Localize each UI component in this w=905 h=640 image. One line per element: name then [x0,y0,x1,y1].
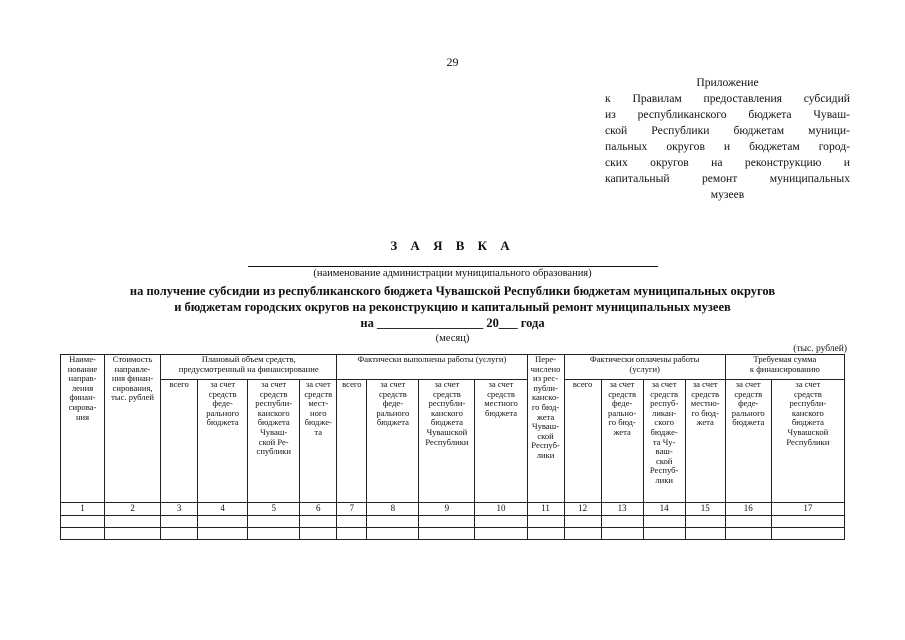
table-row [61,528,845,540]
column-number: 5 [248,503,300,516]
header-planned-federal: за счет средств феде- рального бюджета [198,380,248,503]
column-number: 1 [61,503,105,516]
request-table [60,354,845,540]
header-required-federal: за счет средств феде- рального бюджета [725,380,771,503]
header-done-group: Фактически выполнены работы (услуги) [337,355,527,380]
column-number: 14 [643,503,685,516]
column-number: 9 [419,503,475,516]
column-number: 10 [475,503,527,516]
appendix-line: к Правилам предоставления субсидий [605,92,850,105]
purpose-line-1: на получение субсидии из республиканского бюджета Чувашской Республики бюджетам муниципальных округов [129,284,776,298]
column-number: 17 [771,503,844,516]
appendix-line: из республиканского бюджета Чуваш- [605,108,850,121]
month-caption: (месяц) [435,333,470,344]
page-number: 29 [446,55,459,69]
admin-caption: (наименование администрации муниципального образования) [313,268,592,279]
form-title: З А Я В К А [390,238,515,253]
column-number: 16 [725,503,771,516]
header-paid-total: всего [564,380,601,503]
appendix-block [605,75,850,203]
column-number: 2 [105,503,161,516]
column-number: 15 [685,503,725,516]
header-planned-group: Плановый объем средств, предусмотренный на финансирование [161,355,337,380]
header-planned-republic: за счет средств республи- канского бюджета Чуваш- ской Ре- спублики [248,380,300,503]
header-required-republic: за счет средств республи- канского бюджета Чувашской Республики [771,380,844,503]
header-done-total: всего [337,380,367,503]
date-line: на _________________ 20___ года [360,316,545,330]
header-transferred: Пере- числено из рес- публи- канско- го бюд- жета Чуваш- ской Респуб- лики [527,355,564,503]
header-planned-total: всего [161,380,198,503]
header-done-federal: за счет средств феде- рального бюджета [367,380,419,503]
column-number: 12 [564,503,601,516]
column-number: 11 [527,503,564,516]
header-paid-federal: за счет средств феде- рально- го бюд- жета [601,380,643,503]
column-number: 4 [198,503,248,516]
column-number: 7 [337,503,367,516]
column-number: 6 [300,503,337,516]
header-direction-name: Наиме- нование направ- ления финан- сирова- ния [61,355,105,503]
admin-name-line [248,266,658,267]
appendix-line: музеев [710,188,745,201]
header-required-group: Требуемая сумма к финансированию [725,355,844,380]
header-cost: Стоимость направле- ния финан- сирования, тыс. рублей [105,355,161,503]
column-number: 13 [601,503,643,516]
header-done-local: за счет средств местного бюджета [475,380,527,503]
appendix-line: ской Республики бюджетам муници- [605,124,850,137]
appendix-heading: Приложение [696,76,759,89]
units-label: (тыс. рублей) [793,344,847,354]
header-planned-local: за счет средств мест- ного бюдже- та [300,380,337,503]
table-row [61,516,845,528]
header-paid-local: за счет средств местно- го бюд- жета [685,380,725,503]
appendix-line: пальных округов и бюджетам город- [605,140,850,153]
column-number: 8 [367,503,419,516]
appendix-line: капитальный ремонт муниципальных [605,172,850,185]
header-paid-republic: за счет средств респуб- ликан- ского бюдже- та Чу- ваш- ской Респуб- лики [643,380,685,503]
header-done-republic: за счет средств республи- канского бюджета Чувашской Республики [419,380,475,503]
appendix-line: ских округов на реконструкцию и [605,156,850,169]
header-paid-group: Фактически оплачены работы (услуги) [564,355,725,380]
column-number: 3 [161,503,198,516]
purpose-line-2: и бюджетам городских округов на реконструкцию и капитальный ремонт муниципальных музеев [174,300,731,314]
